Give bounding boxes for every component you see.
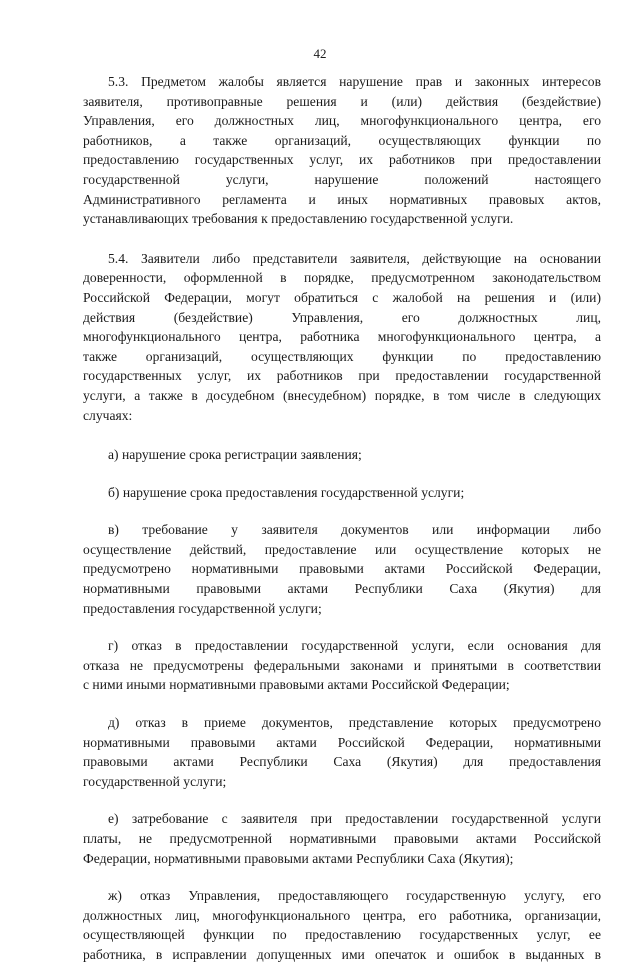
- text-line: д) отказ в приеме документов, представление которых предусмотрено: [108, 715, 601, 731]
- page-number: 42: [313, 46, 327, 61]
- text-line: работников, а также организаций, осуществляющих функции по: [83, 132, 601, 148]
- text-line: г) отказ в предоставлении государственной услуги, если основания для: [108, 638, 601, 654]
- paragraph-gap: [83, 425, 601, 445]
- paragraph-p5-4: [83, 249, 601, 425]
- paragraph-gap: [83, 465, 601, 483]
- text-line: Российской Федерации, могут обратиться с жалобой на решения и (или): [83, 289, 601, 305]
- text-line: предоставлению государственных услуг, их работников при предоставлении: [83, 152, 601, 168]
- text-line: осуществляющей функции по предоставлению государственных услуг, ее: [83, 927, 601, 943]
- paragraph-gap: [83, 868, 601, 886]
- text-line: Федерации, нормативными правовыми актами Республики Саха (Якутия);: [83, 850, 514, 866]
- paragraph-item-g: [83, 636, 601, 695]
- paragraph-item-d: [83, 713, 601, 791]
- text-line: с ними иными нормативными правовыми актами Российской Федерации;: [83, 677, 510, 693]
- paragraph-gap: [83, 229, 601, 249]
- text-line: в) требование у заявителя документов или информации либо: [108, 522, 601, 538]
- text-line: нормативными правовыми актами Российской Федерации, нормативными: [83, 734, 601, 750]
- paragraph-p5-3: [83, 72, 601, 229]
- text-line: Административного регламента и иных нормативных правовых актов,: [83, 191, 601, 207]
- text-line: нормативными правовыми актами Республики Саха (Якутия) для: [83, 581, 601, 597]
- text-line: работника, в исправлении допущенных ими опечаток и ошибок в выданных в: [83, 946, 601, 962]
- paragraph-item-zh: [83, 886, 601, 964]
- text-line: а) нарушение срока регистрации заявления;: [108, 447, 362, 463]
- text-line: государственной услуги;: [83, 773, 227, 789]
- text-line: ж) отказ Управления, предоставляющего государственную услугу, его: [108, 888, 601, 904]
- text-line: е) затребование с заявителя при предоставлении государственной услуги: [108, 811, 601, 827]
- text-line: должностных лиц, многофункционального центра, его работника, организации,: [83, 907, 601, 923]
- paragraph-item-b: [83, 483, 601, 503]
- paragraph-gap: [83, 618, 601, 636]
- document-body: [83, 72, 601, 965]
- paragraph-item-e: [83, 809, 601, 868]
- text-line: многофункционального центра, работника многофункционального центра, а: [83, 329, 601, 345]
- text-line: платы, не предусмотренной нормативными правовыми актами Российской: [83, 831, 601, 846]
- text-line: Управления, его должностных лиц, многофункционального центра, его: [83, 113, 601, 129]
- paragraph-gap: [83, 695, 601, 713]
- text-line: доверенности, оформленной в порядке, предусмотренном законодательством: [83, 270, 601, 286]
- paragraph-gap: [83, 791, 601, 809]
- text-line: заявителя, противоправные решения и (или) действия (бездействие): [83, 93, 601, 109]
- text-line: 5.4. Заявители либо представители заявителя, действующие на основании: [108, 250, 601, 266]
- text-line: действия (бездействие) Управления, его должностных лиц,: [83, 309, 601, 325]
- text-line: б) нарушение срока предоставления государственной услуги;: [108, 484, 465, 500]
- text-line: случаях:: [83, 407, 133, 423]
- text-line: услуги, а также в досудебном (внесудебном) порядке, в том числе в следующих: [83, 387, 601, 403]
- text-line: осуществление действий, предоставление или осуществление которых не: [83, 541, 601, 557]
- text-line: государственных услуг, их работников при предоставлении государственной: [83, 368, 601, 384]
- text-line: предоставления государственной услуги;: [83, 600, 322, 616]
- paragraph-item-v: [83, 520, 601, 618]
- text-line: предусмотрено нормативными правовыми актами Российской Федерации,: [83, 561, 601, 577]
- text-line: 5.3. Предметом жалобы является нарушение прав и законных интересов: [108, 74, 601, 89]
- text-line: устанавливающих требования к предоставлению государственной услуги.: [83, 211, 514, 227]
- text-line: правовыми актами Республики Саха (Якутия) для предоставления: [83, 754, 601, 770]
- paragraph-item-a: [83, 445, 601, 465]
- text-line: также организаций, осуществляющих функции по предоставлению: [83, 348, 601, 364]
- paragraph-gap: [83, 502, 601, 520]
- text-line: отказа не предусмотрены федеральными законами и принятыми в соответствии: [83, 657, 601, 673]
- text-line: государственной услуги, нарушение положений настоящего: [83, 171, 601, 187]
